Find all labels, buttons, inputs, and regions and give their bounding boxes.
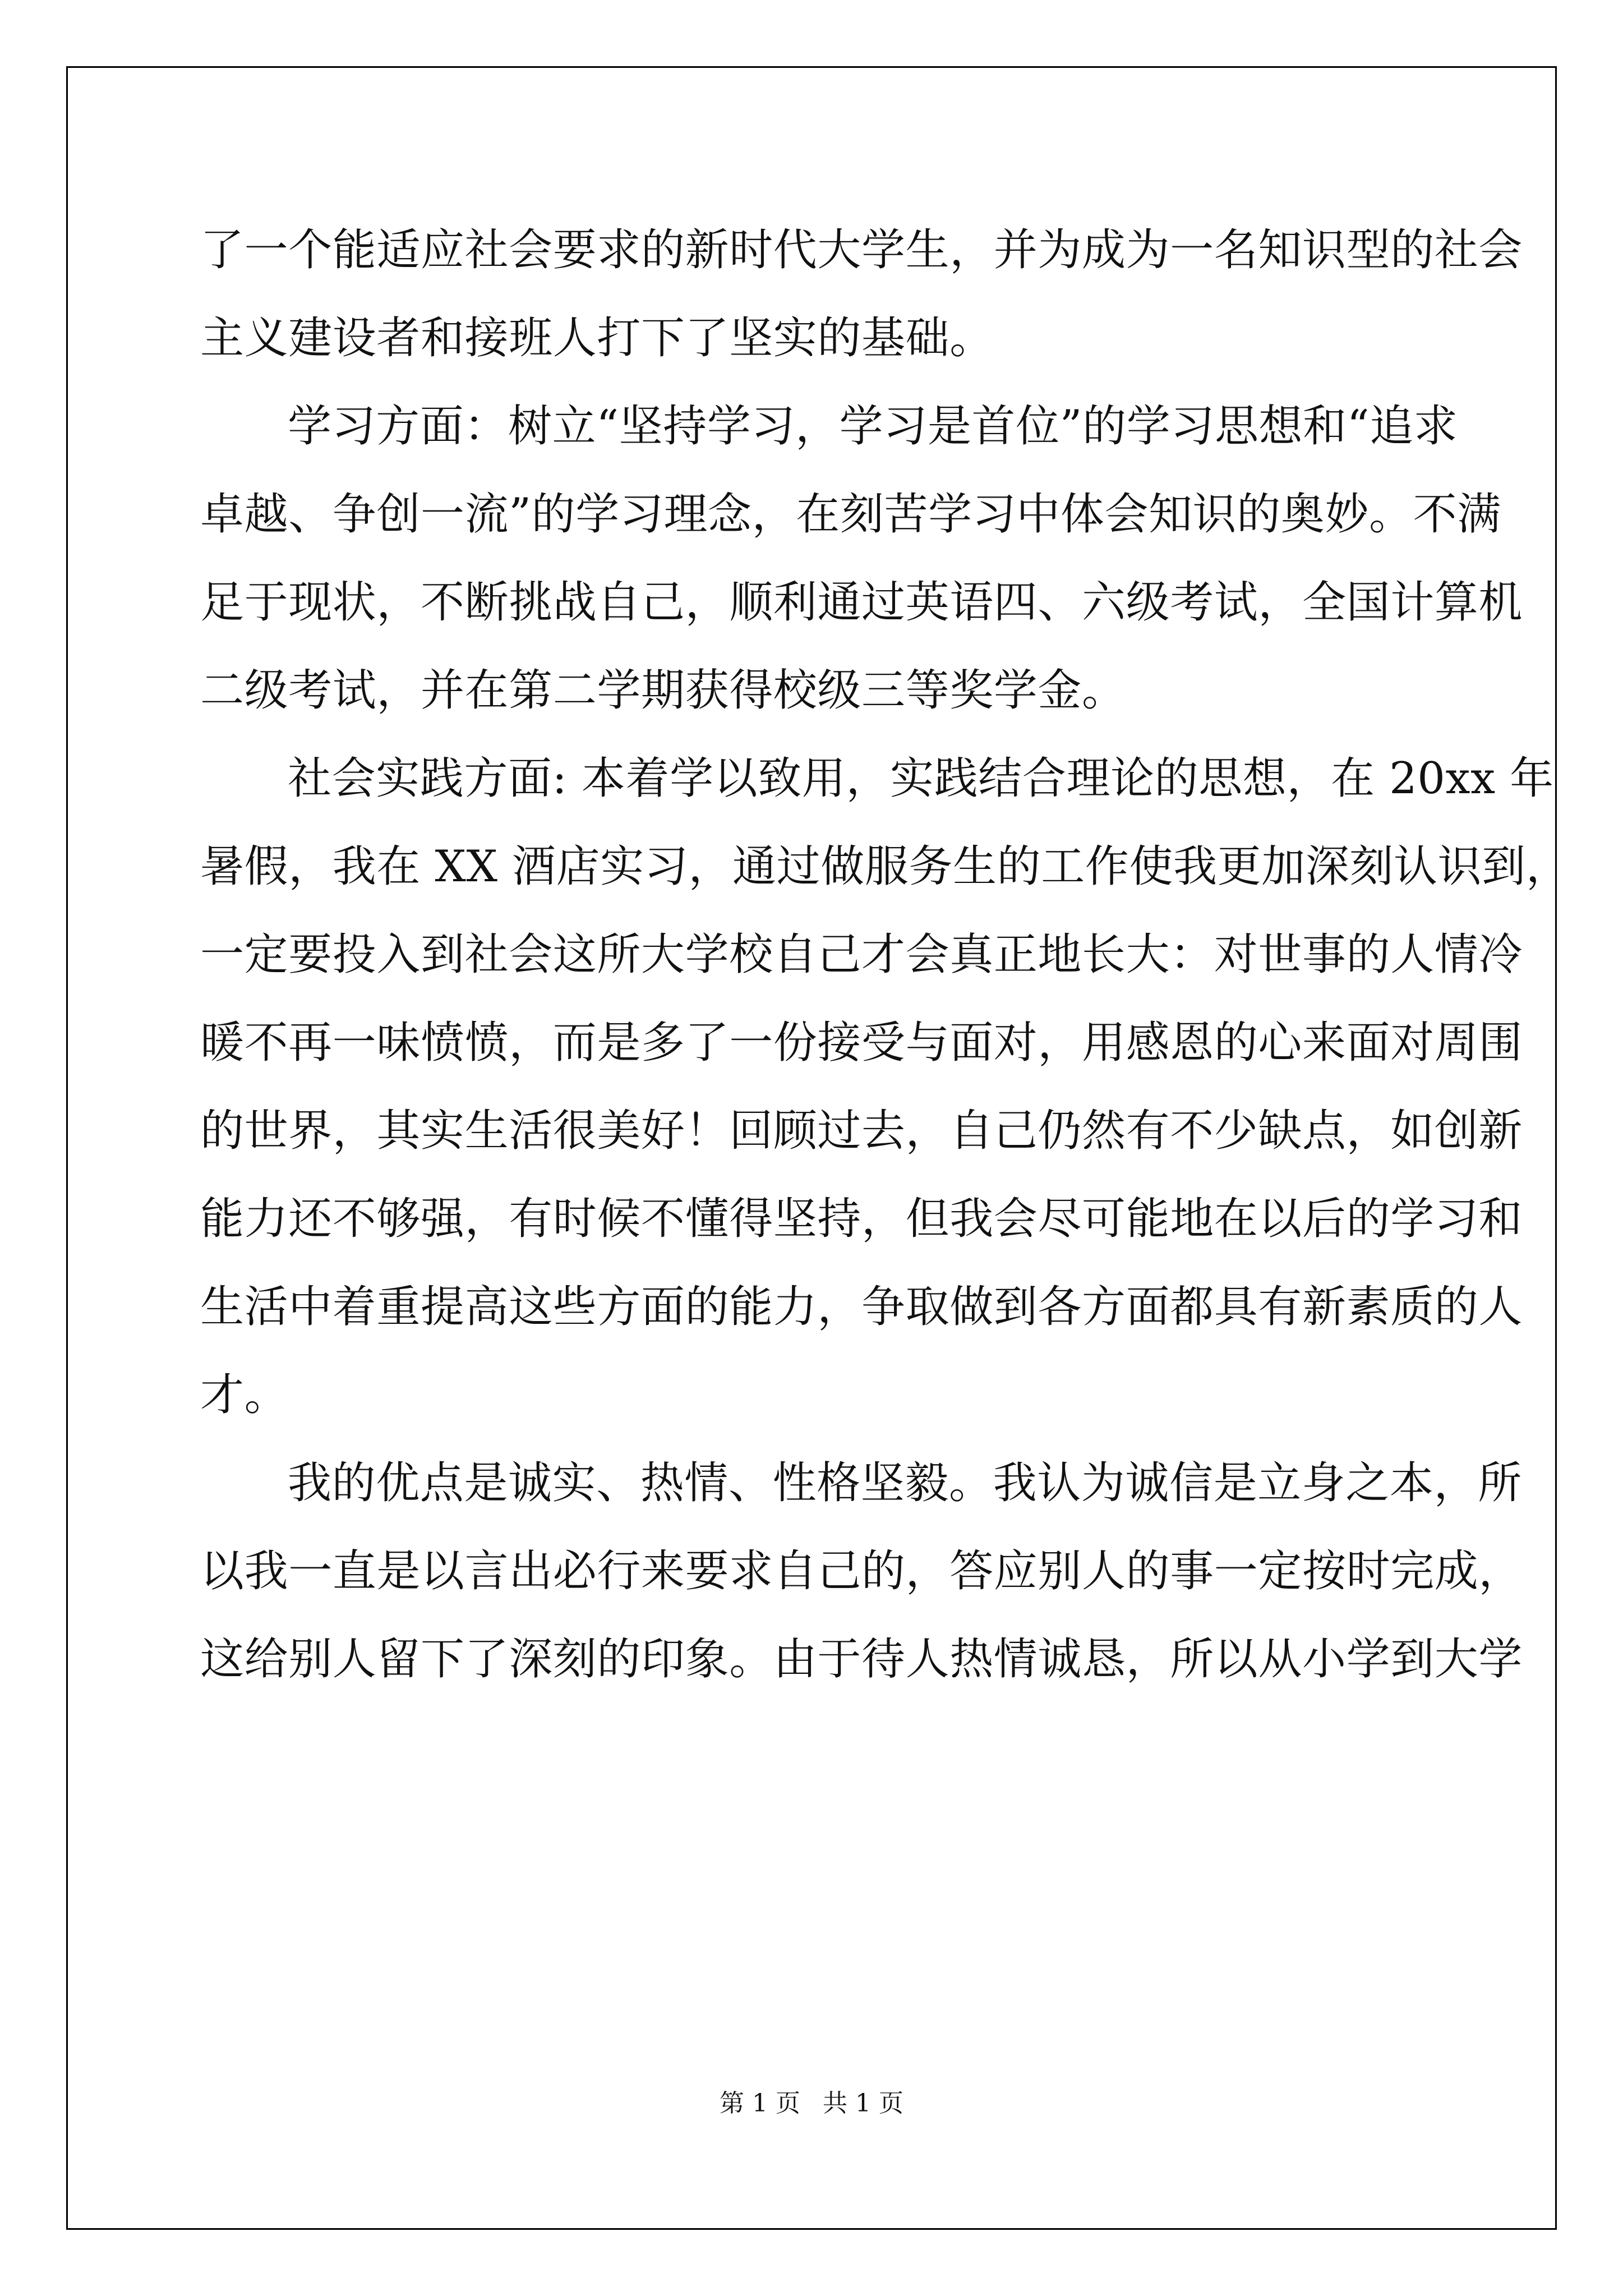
page-total: 共 1 页 xyxy=(823,2089,903,2118)
text-line-2: 主义建设者和接班人打下了坚实的基础。 xyxy=(200,313,994,364)
text-line-14: 才。 xyxy=(200,1370,289,1420)
text-line-8: 暑假，我在 XX 酒店实习，通过做服务生的工作使我更加深刻认识到， xyxy=(200,841,1570,892)
text-line-11: 的世界，其实生活很美好！回顾过去，自己仍然有不少缺点，如创新 xyxy=(200,1106,1523,1156)
text-line-5: 足于现状，不断挑战自己，顺利通过英语四、六级考试，全国计算机 xyxy=(200,577,1523,628)
text-line-1: 了一个能适应社会要求的新时代大学生，并为成为一名知识型的社会 xyxy=(200,225,1523,275)
page-number: 第 1 页 xyxy=(720,2089,800,2118)
text-line-7: 社会实践方面: 本着学以致用，实践结合理论的思想，在 20xx 年 xyxy=(288,753,1554,804)
text-line-10: 暖不再一味愤愤，而是多了一份接受与面对，用感恩的心来面对周围 xyxy=(200,1018,1523,1068)
text-line-13: 生活中着重提高这些方面的能力，争取做到各方面都具有新素质的人 xyxy=(200,1282,1523,1332)
text-line-9: 一定要投入到社会这所大学校自己才会真正地长大：对世事的人情冷 xyxy=(200,930,1523,980)
text-line-12: 能力还不够强，有时候不懂得坚持，但我会尽可能地在以后的学习和 xyxy=(200,1194,1523,1244)
text-line-6: 二级考试，并在第二学期获得校级三等奖学金。 xyxy=(200,665,1126,716)
text-line-4: 卓越、争创一流”的学习理念，在刻苦学习中体会知识的奥妙。不满 xyxy=(200,489,1501,540)
text-line-3: 学习方面：树立“坚持学习，学习是首位”的学习思想和“追求 xyxy=(288,401,1458,452)
text-line-17: 这给别人留下了深刻的印象。由于待人热情诚恳，所以从小学到大学 xyxy=(200,1634,1523,1685)
document-body xyxy=(200,206,1570,1704)
text-line-15: 我的优点是诚实、热情、性格坚毅。我认为诚信是立身之本，所 xyxy=(288,1458,1522,1508)
text-line-16: 以我一直是以言出必行来要求自己的，答应别人的事一定按时完成， xyxy=(200,1546,1523,1596)
page-footer xyxy=(0,2087,1623,2120)
